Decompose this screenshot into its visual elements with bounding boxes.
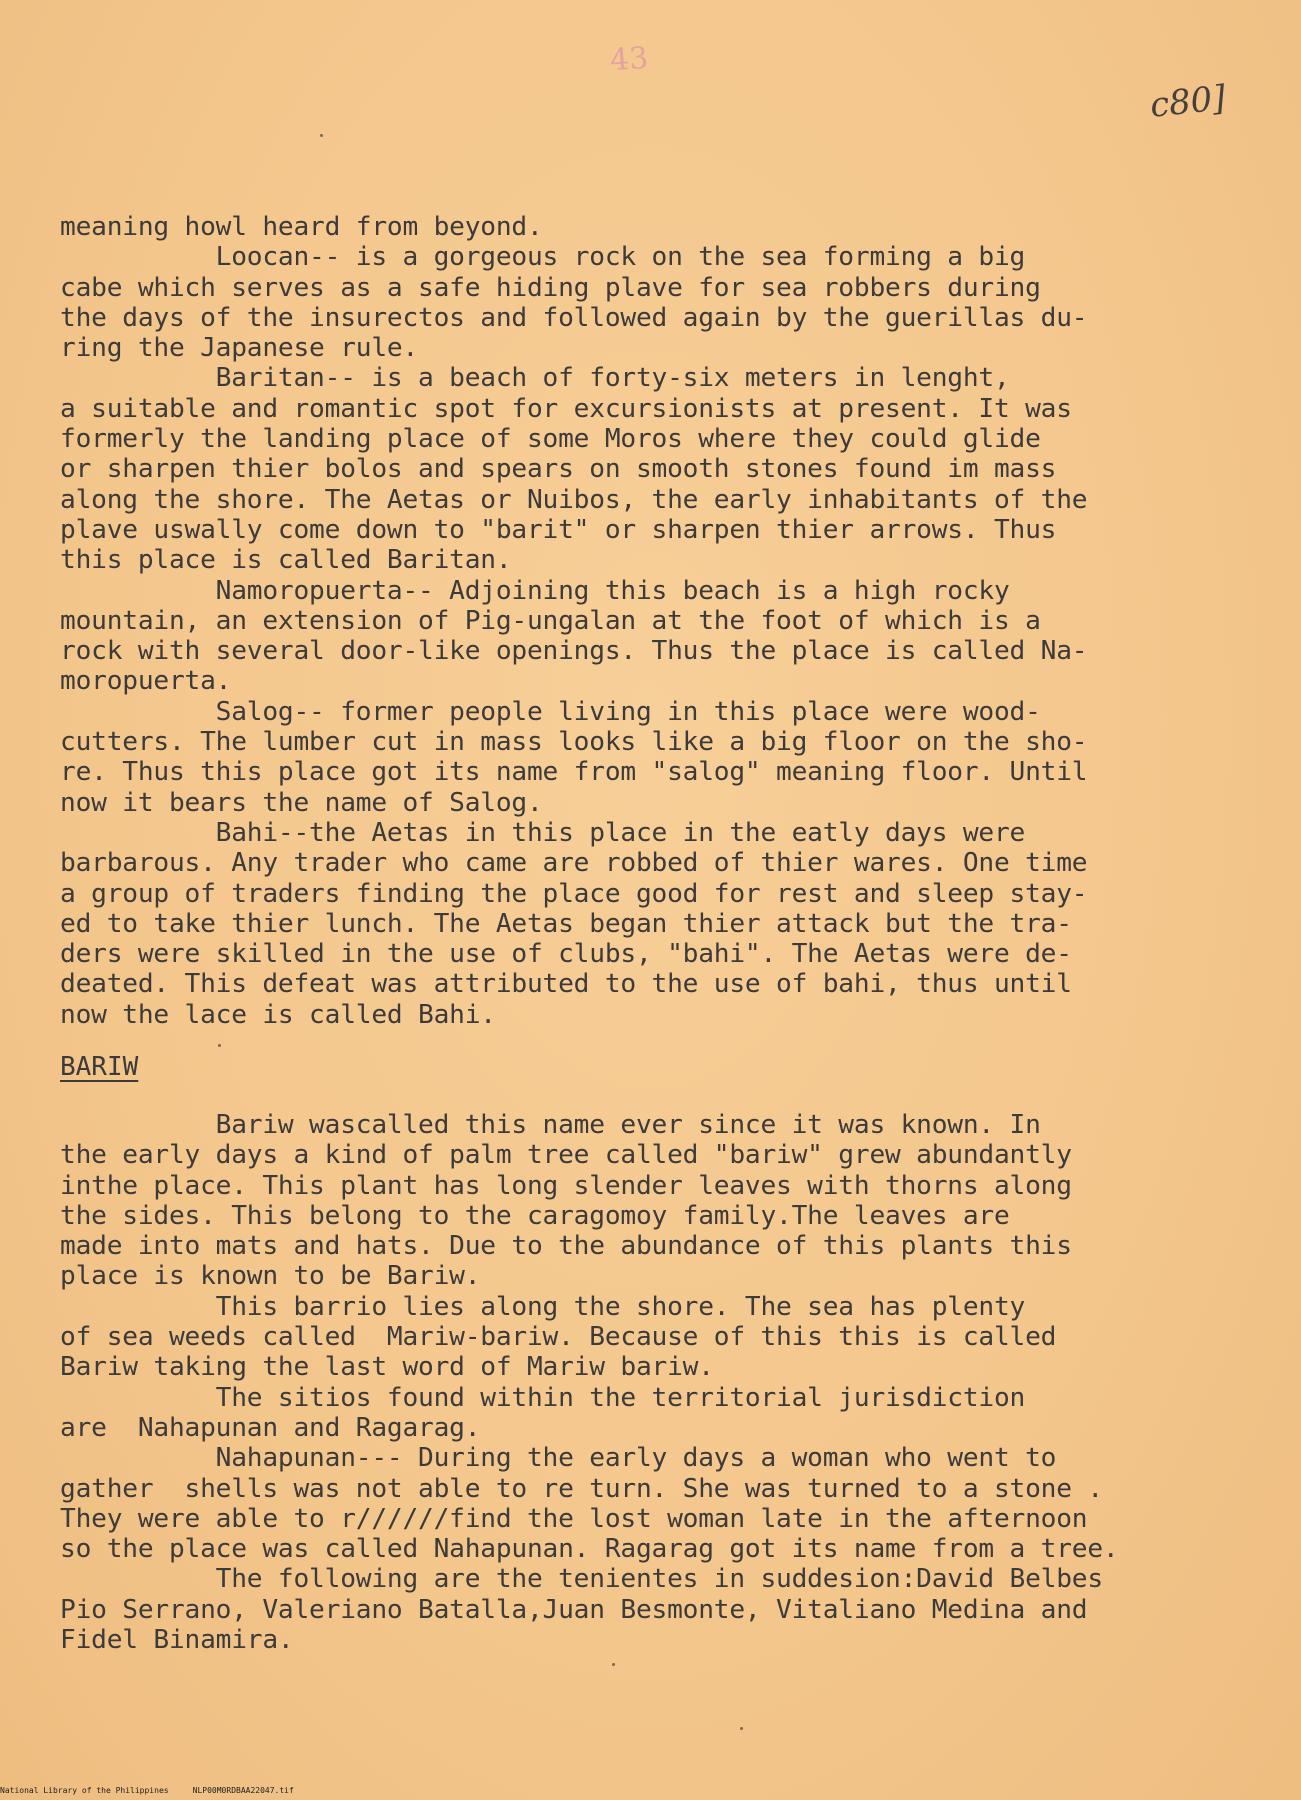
section-heading-bariw: BARIW bbox=[60, 1052, 139, 1082]
text-line: They were able to r//////find the lost woman late in the afternoon bbox=[60, 1503, 1088, 1534]
text-line: now it bears the name of Salog. bbox=[60, 787, 543, 818]
text-line: this place is called Baritan. bbox=[60, 545, 512, 576]
paper-speck bbox=[320, 134, 323, 137]
text-line: rock with several door-like openings. Thus the place is called Na- bbox=[60, 636, 1088, 667]
archive-footer: National Library of the Philippines NLP00M0RDBAA22047.tif bbox=[0, 1786, 294, 1795]
text-line: made into mats and hats. Due to the abundance of this plants this bbox=[60, 1231, 1072, 1262]
text-line: are Nahapunan and Ragarag. bbox=[60, 1412, 481, 1443]
typed-text-part1 bbox=[60, 212, 1280, 1030]
text-line: cabe which serves as a safe hiding plave for sea robbers during bbox=[60, 272, 1041, 303]
text-line: Bariw taking the last word of Mariw bariw. bbox=[60, 1352, 714, 1383]
text-line: now the lace is called Bahi. bbox=[60, 999, 496, 1030]
text-line: a suitable and romantic spot for excursionists at present. It was bbox=[60, 393, 1072, 424]
text-line: Bariw wascalled this name ever since it was known. In bbox=[60, 1110, 1041, 1140]
handwritten-page-number: 43 bbox=[608, 40, 650, 79]
text-line: place is known to be Bariw. bbox=[60, 1261, 481, 1292]
text-line: Loocan-- is a gorgeous rock on the sea forming a big bbox=[60, 242, 1026, 273]
text-line: This barrio lies along the shore. The sea has plenty bbox=[60, 1291, 1026, 1322]
text-line: the sides. This belong to the caragomoy family.The leaves are bbox=[60, 1200, 1010, 1231]
text-line: meaning howl heard from beyond. bbox=[60, 212, 543, 242]
text-line: or sharpen thier bolos and spears on smooth stones found im mass bbox=[60, 454, 1057, 485]
text-line: The sitios found within the territorial jurisdiction bbox=[60, 1382, 1026, 1413]
text-line: mountain, an extension of Pig-ungalan at the foot of which is a bbox=[60, 605, 1041, 636]
text-line: ders were skilled in the use of clubs, "bahi". The Aetas were de- bbox=[60, 939, 1072, 970]
text-line: deated. This defeat was attributed to the use of bahi, thus until bbox=[60, 969, 1072, 1000]
text-line: cutters. The lumber cut in mass looks like a big floor on the sho- bbox=[60, 727, 1088, 758]
text-line: The following are the tenientes in suddesion:David Belbes bbox=[60, 1564, 1103, 1595]
text-line: Pio Serrano, Valeriano Batalla,Juan Besmonte, Vitaliano Medina and bbox=[60, 1594, 1088, 1625]
text-line: Salog-- former people living in this place were wood- bbox=[60, 696, 1041, 727]
handwritten-catalog-number: c80] bbox=[1148, 78, 1228, 126]
text-line: of sea weeds called Mariw-bariw. Because of this this is called bbox=[60, 1322, 1057, 1353]
text-line: gather shells was not able to re turn. She was turned to a stone . bbox=[60, 1473, 1103, 1504]
paper-speck bbox=[218, 1044, 221, 1047]
text-line: ring the Japanese rule. bbox=[60, 333, 419, 364]
text-line: along the shore. The Aetas or Nuibos, the early inhabitants of the bbox=[60, 484, 1088, 515]
text-line: ed to take thier lunch. The Aetas began thier attack but the tra- bbox=[60, 908, 1072, 939]
text-line: the days of the insurectos and followed again by the guerillas du- bbox=[60, 302, 1088, 333]
text-line: barbarous. Any trader who came are robbed of thier wares. One time bbox=[60, 848, 1088, 879]
text-line: Fidel Binamira. bbox=[60, 1625, 294, 1656]
text-line: formerly the landing place of some Moros where they could glide bbox=[60, 424, 1041, 455]
text-line: so the place was called Nahapunan. Ragarag got its name from a tree. bbox=[60, 1534, 1119, 1565]
typed-text-part2 bbox=[60, 1110, 1280, 1655]
text-line: Namoropuerta-- Adjoining this beach is a high rocky bbox=[60, 575, 1010, 606]
paper-speck bbox=[612, 1663, 615, 1666]
text-line: Bahi--the Aetas in this place in the eatly days were bbox=[60, 817, 1026, 848]
text-line: Nahapunan--- During the early days a woman who went to bbox=[60, 1443, 1057, 1474]
text-line: inthe place. This plant has long slender leaves with thorns along bbox=[60, 1170, 1072, 1201]
text-line: plave uswally come down to "barit" or sharpen thier arrows. Thus bbox=[60, 514, 1057, 545]
text-line: a group of traders finding the place good for rest and sleep stay- bbox=[60, 878, 1088, 909]
text-line: moropuerta. bbox=[60, 666, 232, 697]
text-line: Baritan-- is a beach of forty-six meters in lenght, bbox=[60, 363, 1010, 394]
paper-speck bbox=[740, 1727, 743, 1730]
text-line: re. Thus this place got its name from "salog" meaning floor. Until bbox=[60, 757, 1088, 788]
text-line: the early days a kind of palm tree called "bariw" grew abundantly bbox=[60, 1140, 1072, 1171]
